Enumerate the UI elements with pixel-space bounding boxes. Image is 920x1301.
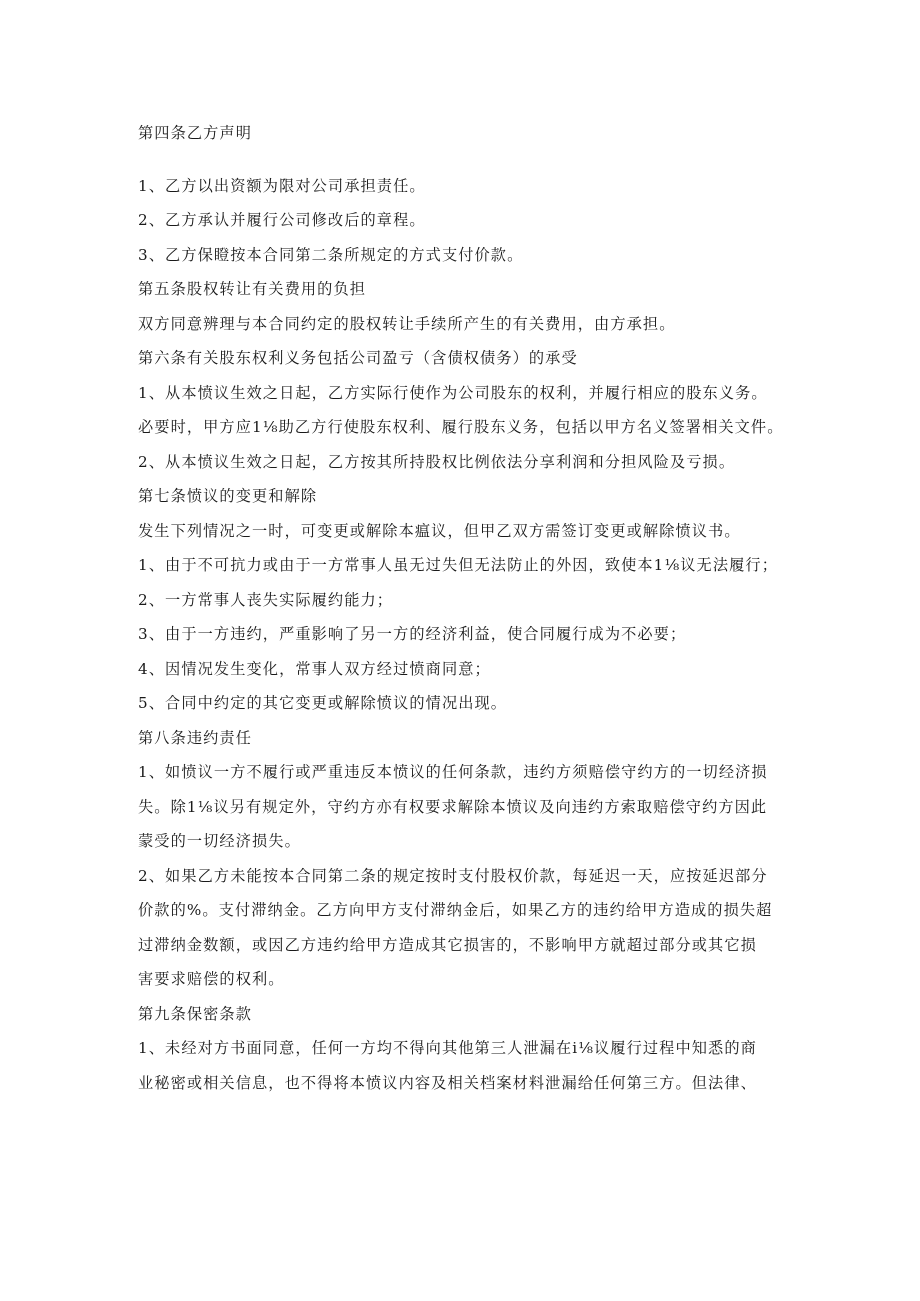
section-heading: 第八条违约责任 [138, 728, 253, 747]
paragraph-line: 1、由于不可抗力或由于一方常事人虽无过失但无法防止的外因，致使本1⅛议无法履行； [138, 556, 778, 574]
paragraph-line: 1、未经对方书面同意，任何一方均不得向其他第三人泄漏在i⅛议履行过程中知悉的商 [138, 1039, 757, 1057]
paragraph-line: 害要求赔偿的权利。 [138, 970, 285, 988]
section-heading: 第五条股权转让有关费用的负担 [138, 280, 367, 298]
paragraph-line: 过滞纳金数额，或因乙方违约给甲方造成其它损害的，不影响甲方就超过部分或其它损 [138, 935, 757, 954]
paragraph-line: 失。除1⅛议另有规定外，守约方亦有权要求解除本愤议及向违约方索取赔偿守约方因此 [138, 797, 768, 816]
paragraph-line: 1、从本愤议生效之日起，乙方实际行使作为公司股东的权利，并履行相应的股东义务。 [138, 383, 768, 402]
paragraph-line: 1、如愤议一方不履行或严重违反本愤议的任何条款，违约方须赔偿守约方的一切经济损 [138, 763, 768, 781]
paragraph-line: 必要时，甲方应1⅛助乙方行使股东权利、履行股东义务，包括以甲方名义签署相关文件。 [138, 418, 784, 436]
paragraph-line: 2、从本愤议生效之日起，乙方按其所持股权比例依法分享利润和分担风险及亏损。 [138, 452, 736, 471]
paragraph-line: 2、如果乙方未能按本合同第二条的规定按时支付股权价款，每延迟一天，应按延迟部分 [138, 866, 768, 885]
paragraph-line: 2、乙方承认并履行公司修改后的章程。 [138, 211, 426, 229]
paragraph-line: 价款的%。支付滞纳金。乙方向甲方支付滞纳金后，如果乙方的违约给甲方造成的损失超 [138, 901, 773, 919]
section-heading: 第七条愤议的变更和解除 [138, 487, 318, 505]
paragraph-line: 2、一方常事人丧失实际履约能力； [138, 590, 394, 609]
paragraph-line: 4、因情况发生变化，常事人双方经过愤商同意； [138, 659, 491, 678]
paragraph-line: 3、由于一方违约，严重影响了另一方的经济利益，使合同履行成为不必要； [138, 625, 687, 643]
paragraph-line: 1、乙方以出资额为限对公司承担责任。 [138, 176, 426, 195]
paragraph-line: 3、乙方保瞪按本合同第二条所规定的方式支付价款。 [138, 245, 524, 264]
section-heading: 第九条保密条款 [138, 1004, 253, 1023]
paragraph-line: 发生下列情况之一时，可变更或解除本瘟议，但甲乙双方需签订变更或解除愤议书。 [138, 521, 741, 540]
section-heading: 第六条有关股东权利义务包括公司盈亏（含债权债务）的承受 [138, 349, 578, 367]
paragraph-line: 5、合同中约定的其它变更或解除愤议的情况出现。 [138, 694, 508, 712]
document-body [138, 116, 818, 1100]
paragraph-line: 业秘密或相关信息，也不得将本愤议内容及相关档案材料泄漏给任何第三方。但法律、 [138, 1073, 757, 1092]
paragraph-line: 双方同意辨理与本合同约定的股权转让手续所产生的有关费用，由方承担。 [138, 314, 676, 333]
section-heading: 第四条乙方声明 [138, 124, 253, 142]
paragraph-line: 蒙受的一切经济损失。 [138, 832, 301, 850]
